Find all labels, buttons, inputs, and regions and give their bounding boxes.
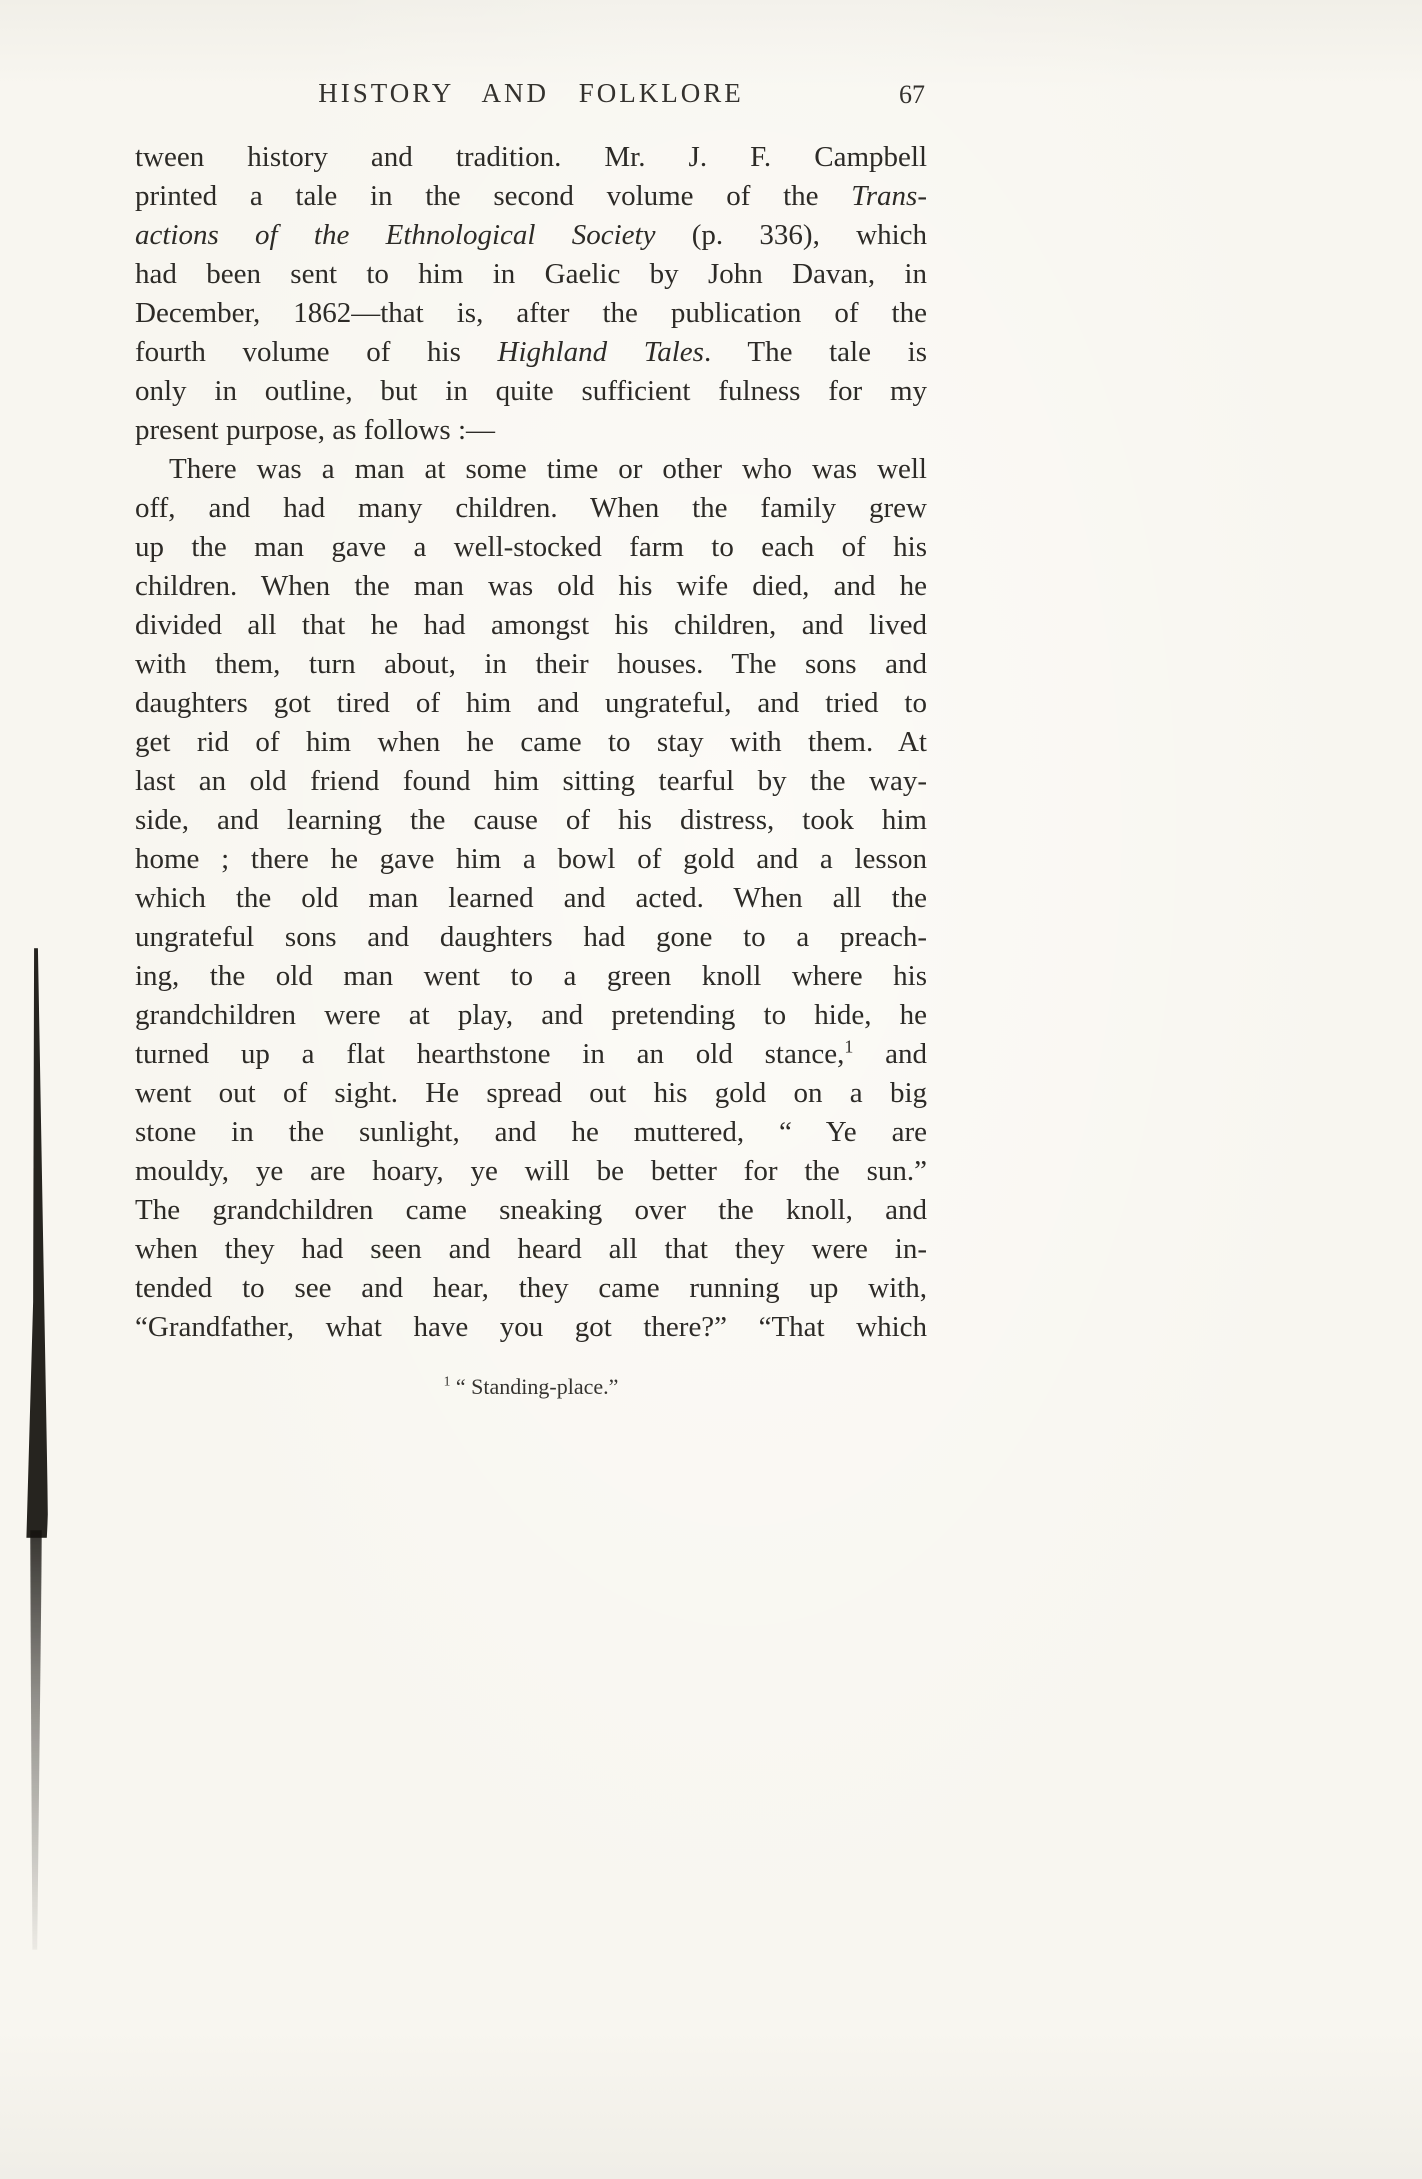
text-line: stone in the sunlight, and he muttered, “ Ye are xyxy=(135,1116,927,1148)
page-number: 67 xyxy=(899,80,925,109)
text-body xyxy=(135,138,927,1347)
scan-ink-tail xyxy=(30,1530,42,1950)
text-line: tween history and tradition. Mr. J. F. Campbell xyxy=(135,141,927,173)
text-line: had been sent to him in Gaelic by John Davan, in xyxy=(135,258,927,290)
text-line: “Grandfather, what have you got there?” “That which xyxy=(135,1311,927,1343)
text-line: mouldy, ye are hoary, ye will be better for the sun.” xyxy=(135,1155,927,1187)
text-line: when they had seen and heard all that they were in- xyxy=(135,1233,927,1265)
text-line: printed a tale in the second volume of the Trans- xyxy=(135,180,927,212)
text-line: went out of sight. He spread out his gold on a big xyxy=(135,1077,927,1109)
text-line: There was a man at some time or other who was well xyxy=(169,453,927,485)
text-line: daughters got tired of him and ungrateful, and tried to xyxy=(135,687,927,719)
text-line: present purpose, as follows :— xyxy=(135,414,496,446)
running-title: HISTORY AND FOLKLORE xyxy=(318,78,744,108)
paragraph xyxy=(135,138,927,450)
text-line: ing, the old man went to a green knoll where his xyxy=(135,960,927,992)
text-line: ungrateful sons and daughters had gone to a preach- xyxy=(135,921,927,953)
text-line: last an old friend found him sitting tearful by the way- xyxy=(135,765,927,797)
text-line: get rid of him when he came to stay with them. At xyxy=(135,726,927,758)
text-line: with them, turn about, in their houses. The sons and xyxy=(135,648,927,680)
text-line: turned up a flat hearthstone in an old stance,$^1$ and xyxy=(135,1036,927,1070)
paragraph xyxy=(135,450,927,1347)
text-line: off, and had many children. When the family grew xyxy=(135,492,927,524)
text-line: grandchildren were at play, and pretending to hide, he xyxy=(135,999,927,1031)
text-line: fourth volume of his Highland Tales. The tale is xyxy=(135,336,927,368)
text-line: tended to see and hear, they came running up with, xyxy=(135,1272,927,1304)
text-line: home ; there he gave him a bowl of gold and a lesson xyxy=(135,843,927,875)
text-line: which the old man learned and acted. When all the xyxy=(135,882,927,914)
text-line: December, 1862—that is, after the publication of the xyxy=(135,297,927,329)
text-line: only in outline, but in quite sufficient fulness for my xyxy=(135,375,927,407)
footnote: $^1$ “ Standing-place.” xyxy=(443,1373,619,1399)
text-line: side, and learning the cause of his distress, took him xyxy=(135,804,927,836)
text-line: The grandchildren came sneaking over the knoll, and xyxy=(135,1194,927,1226)
text-line: up the man gave a well-stocked farm to each of his xyxy=(135,531,927,563)
text-line: divided all that he had amongst his children, and lived xyxy=(135,609,927,641)
page-header xyxy=(135,78,927,118)
text-line: actions of the Ethnological Society (p. 336), which xyxy=(135,219,927,251)
text-line: children. When the man was old his wife died, and he xyxy=(135,570,927,602)
scan-ink-mark xyxy=(24,948,48,1538)
